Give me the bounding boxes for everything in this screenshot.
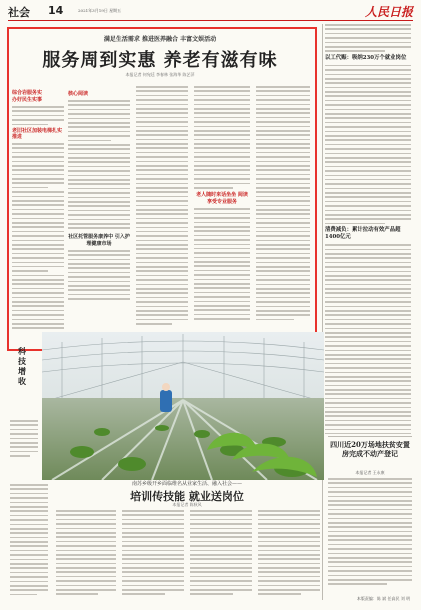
article-headline[interactable]: 服务周到实惠 养老有滋有味 — [42, 50, 278, 71]
article-column-1 — [12, 88, 64, 338]
article-column-3 — [136, 86, 188, 338]
bottom-column-2 — [122, 510, 184, 600]
left-subhead: 综合岩服务实 — [12, 90, 43, 96]
photo-vertical-title: 科技增收 — [18, 346, 26, 386]
inset-head: 老人随时来话坐坐 阅读享受专业服务 — [196, 192, 248, 206]
right-box-headline[interactable]: 四川近20万场地扶贫安置房完成不动产登记 — [330, 440, 410, 458]
core-reading-title: 核心阅读 — [68, 91, 89, 97]
right-subhead-1: 以工代赈：吸纳230万个就业岗位 — [325, 54, 407, 61]
bottom-byline: 本报记者 陈秋风 — [172, 502, 202, 507]
article-byline: 本报记者 何宛廷 李春林 张海华 陈艺萍 — [125, 72, 195, 77]
left-subhead-2: 办好民生实事 — [12, 97, 43, 103]
article-column-2 — [68, 88, 130, 338]
right-box-byline: 本报记者 王永康 — [355, 470, 385, 475]
bottom-column-1 — [56, 510, 116, 600]
bottom-headline[interactable]: 培训传技能 就业送岗位 — [130, 490, 244, 503]
article-kicker: 满足生活需求 推进医养融合 丰富文娱活动 — [103, 36, 217, 43]
article-column-5 — [256, 86, 310, 338]
left-subhead-3: 老旧社区加装电梯扎实推进 — [12, 127, 63, 140]
masthead — [8, 4, 413, 21]
issue-date: 2021年3月19日 星期五 — [78, 8, 122, 13]
bottom-kicker: 南苏乡级开乡面临维名从业家生活、融入社会—— — [131, 481, 242, 487]
right-column — [325, 24, 411, 434]
section-name: 社会 — [8, 6, 30, 19]
bottom-left-column — [10, 484, 48, 600]
right-box-body — [328, 478, 412, 594]
sidebar-subhead: 社区托管服务康养中 引入护理健康市场 — [68, 233, 130, 247]
newspaper-logo: 人民日报 — [364, 5, 413, 19]
right-subhead-2: 清费减负：累计拉动有效产品超1400亿元 — [325, 227, 401, 241]
bottom-column-4 — [258, 510, 320, 600]
greenhouse-photo — [42, 332, 324, 480]
page-number: 14 — [48, 4, 64, 17]
article-column-4 — [194, 86, 250, 338]
page-editors: 本版责编：陈 斌 任高民 刘 明 — [356, 596, 410, 601]
photo-caption-column — [10, 420, 38, 480]
bottom-column-3 — [190, 510, 252, 600]
